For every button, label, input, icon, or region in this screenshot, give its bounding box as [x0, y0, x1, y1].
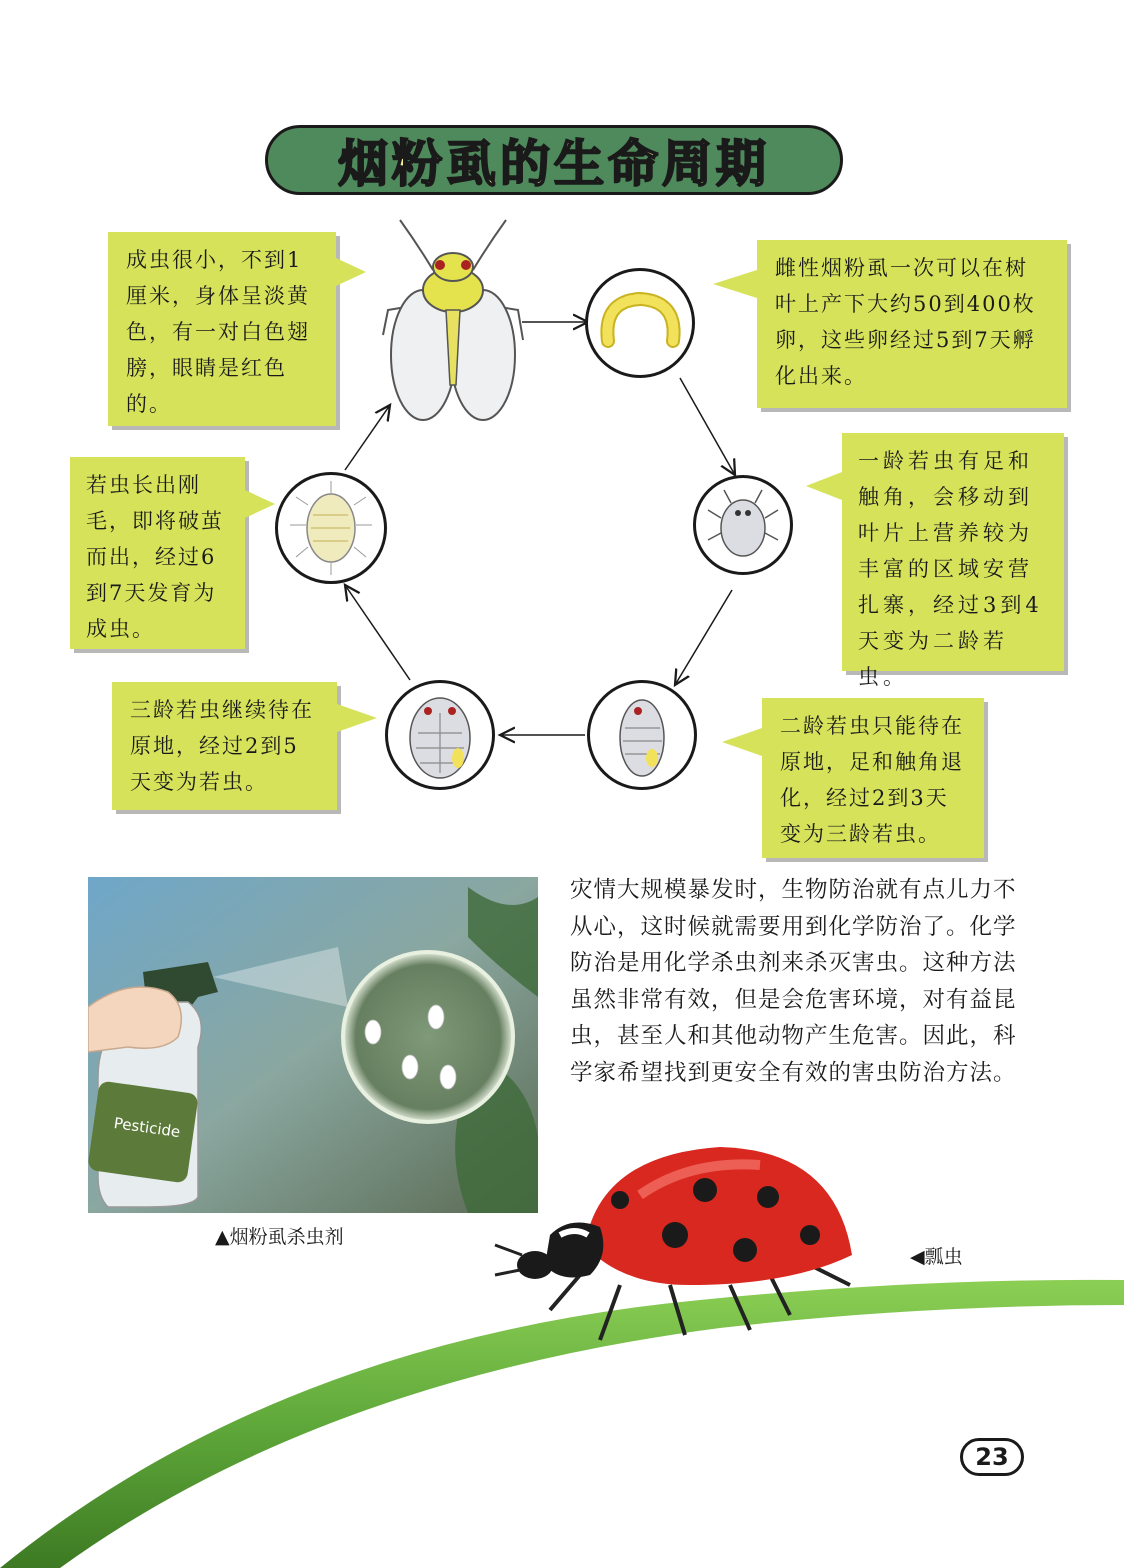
eggs-illustration — [588, 271, 692, 375]
page-title: 烟粉虱的生命周期 — [338, 135, 770, 193]
eggs-stage-circle — [585, 268, 695, 378]
adult-whitefly-illustration — [378, 215, 528, 430]
callout-first-instar-text: 一龄若虫有足和触角，会移动到叶片上营养较为丰富的区域安营扎寨，经过3到4天变为二龄若虫。 — [858, 449, 1043, 689]
body-paragraph: 灾情大规模暴发时，生物防治就有点儿力不从心，这时候就需要用到化学防治了。化学防治是用化学杀虫剂来杀灭害虫。这种方法虽然非常有效，但是会危害环境，对有益昆虫，甚至人和其他动物产生危害。因此，科学家希望找到更安全有效的害虫防治方法。 — [570, 877, 1017, 1086]
callout-third-instar-tail — [337, 704, 377, 732]
first-instar-illustration — [696, 478, 790, 572]
second-instar-stage-circle — [587, 680, 697, 790]
caption-pesticide: ▲烟粉虱杀虫剂 — [215, 1226, 344, 1248]
callout-pupa — [70, 457, 245, 649]
first-instar-stage-circle — [693, 475, 793, 575]
callout-second-instar-text: 二龄若虫只能待在原地，足和触角退化，经过2到3天变为三龄若虫。 — [780, 714, 964, 846]
callout-first-instar-tail — [806, 472, 842, 500]
ladybug-illustration — [490, 1135, 870, 1345]
pupa-illustration — [278, 475, 384, 581]
arrow-third-to-pupa — [345, 585, 410, 680]
arrow-eggs-to-first — [680, 378, 735, 475]
third-instar-illustration — [388, 683, 492, 787]
second-instar-illustration — [590, 683, 694, 787]
third-instar-stage-circle — [385, 680, 495, 790]
callout-eggs — [757, 240, 1067, 408]
callout-adult-text: 成虫很小，不到1厘米，身体呈淡黄色，有一对白色翅膀，眼睛是红色的。 — [126, 248, 310, 416]
page-number: 23 — [960, 1438, 1024, 1476]
caption-ladybug: ◀瓢虫 — [910, 1246, 963, 1268]
callout-second-instar — [762, 698, 984, 858]
callout-pupa-text: 若虫长出刚毛，即将破茧而出，经过6到7天发育为成虫。 — [86, 473, 224, 641]
pupa-stage-circle — [275, 472, 387, 584]
callout-pupa-tail — [245, 490, 275, 518]
callout-first-instar — [842, 433, 1064, 689]
callout-adult-tail — [336, 258, 366, 286]
callout-eggs-tail — [713, 270, 757, 298]
bottle-label: Pesticide — [112, 1113, 182, 1142]
arrow-first-to-second — [675, 590, 732, 685]
callout-third-instar — [112, 682, 337, 810]
callout-eggs-text: 雌性烟粉虱一次可以在树叶上产下大约50到400枚卵，这些卵经过5到7天孵化出来。 — [775, 256, 1036, 388]
callout-adult — [108, 232, 336, 426]
callout-third-instar-text: 三龄若虫继续待在原地，经过2到5天变为若虫。 — [130, 698, 314, 794]
pesticide-illustration — [88, 877, 538, 1213]
callout-second-instar-tail — [722, 728, 762, 756]
